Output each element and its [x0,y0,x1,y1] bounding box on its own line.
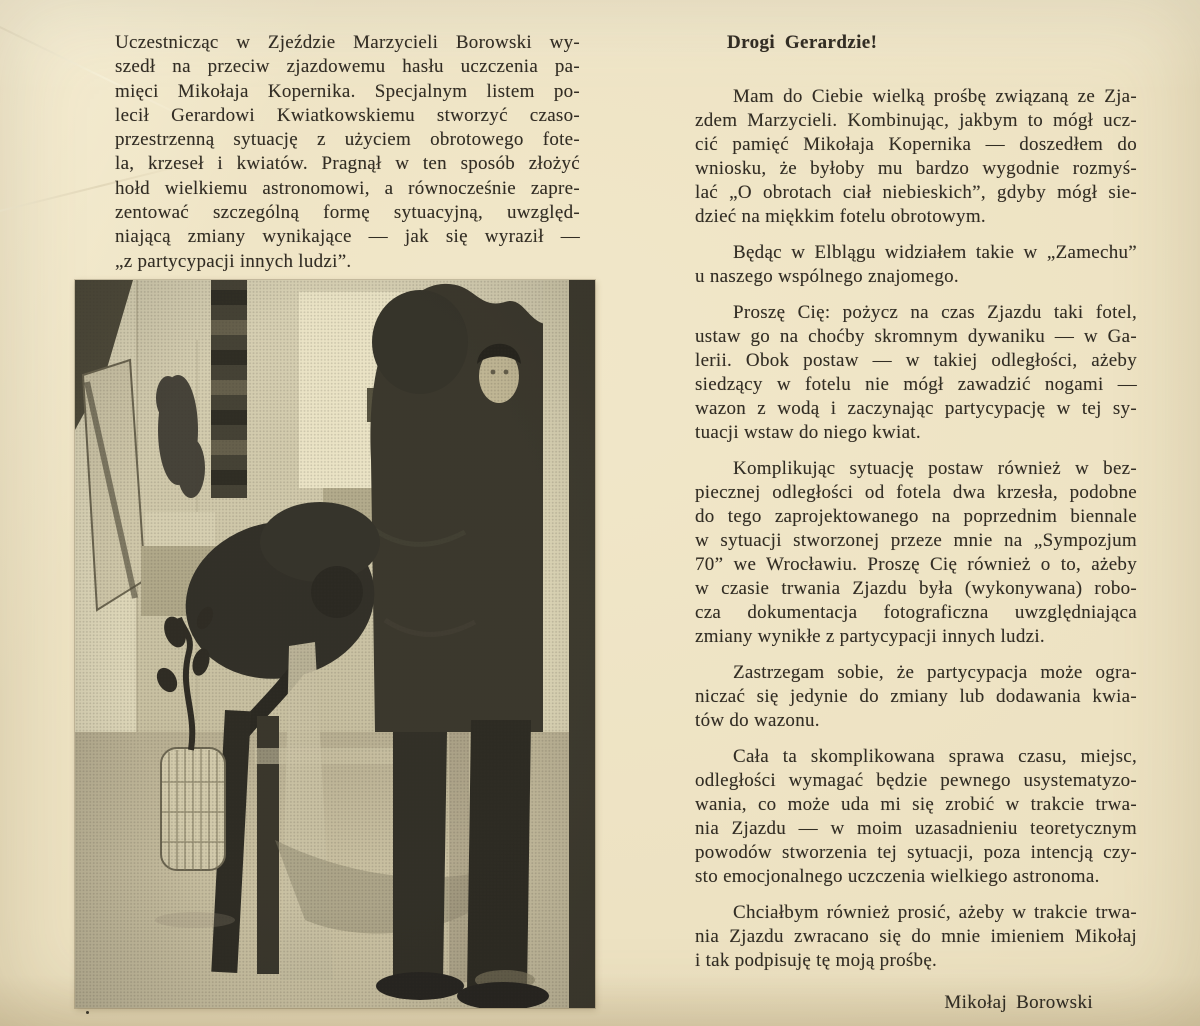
text-line: przestrzenną sytuację z użyciem obrotowego fote- [115,129,580,151]
text-line: nia Zjazdu — w moim uzasadnieniu teoretycznym [695,818,1137,839]
left-column [115,31,580,286]
letter-paragraph [695,457,1137,649]
text-line: odległości wymagać będzie pewnego usystematyzo- [695,770,1137,791]
text-line: Chciałbym również prosić, ażeby w trakcie trwa- [733,902,1137,923]
text-line: dzieć na miękkim fotelu obrotowym. [695,206,986,227]
letter-paragraph [695,301,1137,445]
text-line: hołd wielkiemu astronomowi, a równocześnie zapre- [115,177,580,199]
text-line: Mam do Ciebie wielką prośbę związaną ze Zja- [733,86,1137,107]
text-line: tuacji wstaw do niego kwiat. [695,422,921,443]
text-line: wniosku, że byłoby mu bardzo wygodnie rozmyś- [695,158,1137,179]
text-line: niającą zmiany wynikające — jak się wyraził — [115,226,580,248]
text-line: w czasie trwania Zjazdu była (wykonywana) robo- [695,578,1137,599]
text-line: wania, co może uda mi się zrobić w trakcie trwa- [695,794,1137,815]
text-line: zmiany wynikłe z partycypacji innych ludzi. [695,626,1045,647]
letter-body [695,85,1137,973]
text-line: wazon z wodą i zaczynając partycypację w tej sy- [695,398,1137,419]
text-line: i tak podpisuję tę moją prośbę. [695,950,938,971]
text-line: Uczestnicząc w Zjeździe Marzycieli Borowski wy- [115,32,580,53]
text-line: piecznej odległości od fotela dwa krzesła, podobne [695,482,1137,503]
text-line: nia Zjazdu zwracano się do mnie imieniem Mikołaj [695,926,1137,947]
text-line: lecił Gerardowi Kwiatkowskiemu stworzyć czaso- [115,104,580,126]
text-line: „z partycypacji innych ludzi”. [115,250,352,272]
exhibition-photograph [75,280,595,1008]
text-line: mięci Mikołaja Kopernika. Specjalnym listem po- [115,80,580,102]
text-line: lać „O obrotach ciał niebieskich”, gdyby mógł sie- [695,182,1137,203]
ink-speck [86,1011,89,1014]
text-line: zdem Marzycieli. Kombinując, jakbym to mógł ucz- [695,110,1137,131]
letter-paragraph [695,241,1137,289]
text-line: tów do wazonu. [695,710,820,731]
text-line: Proszę Cię: pożycz na czas Zjazdu taki fotel, [733,302,1137,323]
text-line: ustaw go na choćby skromnym dywaniku — w Ga- [695,326,1137,347]
letter-paragraph [695,661,1137,733]
letter-paragraph [695,745,1137,889]
text-line: la, krzeseł i kwiatów. Pragnął w ten sposób złożyć [115,153,580,175]
text-line: u naszego wspólnego znajomego. [695,266,959,287]
text-line: Zastrzegam sobie, że partycypacja może ogra- [733,662,1137,683]
photo-vignette [75,280,595,1008]
letter-paragraph [695,85,1137,229]
halftone-photo-graphic [75,280,595,1008]
text-line: siedzący w fotelu nie mógł zawadzić nogami — [695,374,1137,395]
text-line: 70” we Wrocławiu. Proszę Cię również o to, ażeby [695,554,1137,575]
text-line: niczać się jedynie do zmiany lub dodawania kwia- [695,686,1137,707]
text-line: w sytuacji stworzonej przeze mnie na „Sympozjum [695,530,1137,551]
text-line: cić pamięć Mikołaja Kopernika — doszedłem do [695,134,1137,155]
text-line: Cała ta skomplikowana sprawa czasu, miejsc, [733,746,1137,767]
signature: Mikołaj Borowski [944,992,1093,1013]
text-line: zentować szczególną formę sytuacyjną, uwzględ- [115,202,580,224]
text-line: Komplikując sytuację postaw również w bez- [733,458,1137,479]
letter-paragraph [695,901,1137,973]
text-line: lerii. Obok postaw — w takiej odległości, ażeby [695,350,1137,371]
right-column [695,31,1137,1015]
salutation: Drogi Gerardzie! [727,32,878,53]
text-line: szedł na przeciw zjazdowemu hasłu uczczenia pa- [115,56,580,78]
text-line: sto emocjonalnego uczczenia wielkiego astronoma. [695,866,1100,887]
intro-paragraph [115,31,580,274]
text-line: powodów stworzenia tej sytuacji, poza intencją czy- [695,842,1137,863]
text-line: do tego zaprojektowanego na poprzednim biennale [695,506,1137,527]
text-line: cza dokumentacja fotograficzna uwzględniająca [695,602,1137,623]
text-line: Będąc w Elblągu widziałem takie w „Zamechu” [733,242,1137,263]
